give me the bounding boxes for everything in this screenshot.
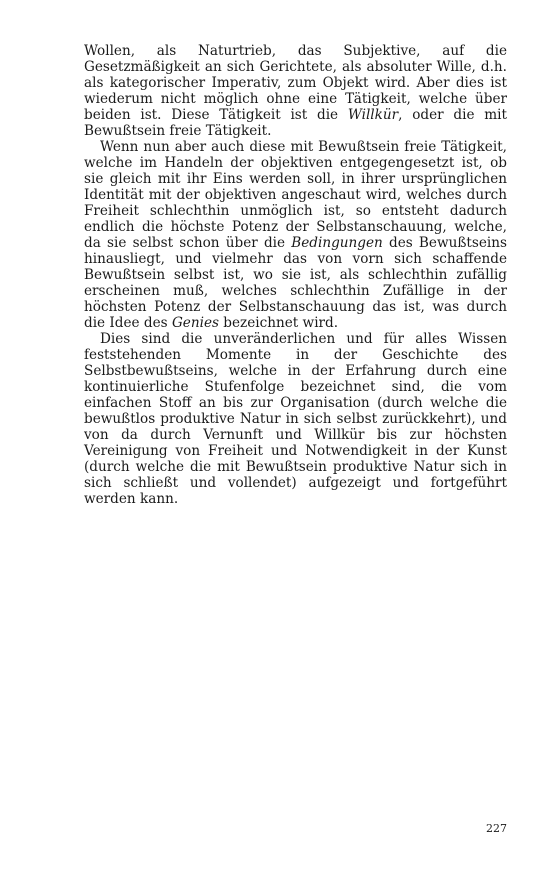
- text-segment: bezeichnet wird.: [218, 315, 339, 331]
- text-segment: Wollen, als Naturtrieb, das Subjektive, auf die Gesetzmäßigkeit an sich Gerichtete, als absoluter Wille, d.h. als kategorischer Imperativ, zum Objekt wird. Aber dies ist wiederum nicht möglich ohne eine Tätigkeit, welche über beiden ist. Diese Tätigkeit ist die: [84, 43, 507, 123]
- text-segment: des Bewußtseins hinausliegt, und vielmehr das von vorn sich schaffende Bewußtsein selbst ist, wo sie ist, als schlechthin zufällig erscheinen muß, welches schlechthin Zufällige in der höchsten Potenz der Selbstanschauung das ist, was durch die Idee des: [84, 235, 507, 331]
- emphasis-text: Bedingungen: [291, 235, 383, 251]
- emphasis-text: Genies: [171, 315, 219, 331]
- text-segment: Dies sind die unveränderlichen und für alles Wissen feststehenden Momente in der Geschichte des Selbstbewußtseins, welche in der Erfahrung durch eine kontinuierliche Stufenfolge bezeichnet sind, die vom einfachen Stoff an bis zur Organisation (durch welche die bewußtlos produktive Natur in sich selbst zurückkehrt), und von da durch Vernunft und Willkür bis zur höchsten Vereinigung von Freiheit und Notwendigkeit in der Kunst (durch welche die mit Bewußtsein produktive Natur sich in sich schließt und vollendet) aufgezeigt und fortgeführt werden kann.: [84, 331, 507, 507]
- paragraph: [84, 331, 507, 507]
- page-number: 227: [486, 822, 507, 835]
- paragraph: [84, 43, 507, 139]
- emphasis-text: Willkür: [347, 107, 399, 123]
- body-text: [84, 43, 507, 507]
- paragraph: [84, 139, 507, 331]
- text-segment: Wenn nun aber auch diese mit Bewußtsein freie Tätigkeit, welche im Handeln der objektiven entgegengesetzt ist, ob sie gleich mit ihr Eins werden soll, in ihrer ursprünglichen Identität mit der objektiven angeschaut wird, welches durch Freiheit schlechthin unmöglich ist, so entsteht dadurch endlich die höchste Potenz der Selbstanschauung, welche, da sie selbst schon über die: [84, 139, 507, 251]
- text-segment: , oder die mit Bewußtsein freie Tätigkeit.: [84, 107, 507, 139]
